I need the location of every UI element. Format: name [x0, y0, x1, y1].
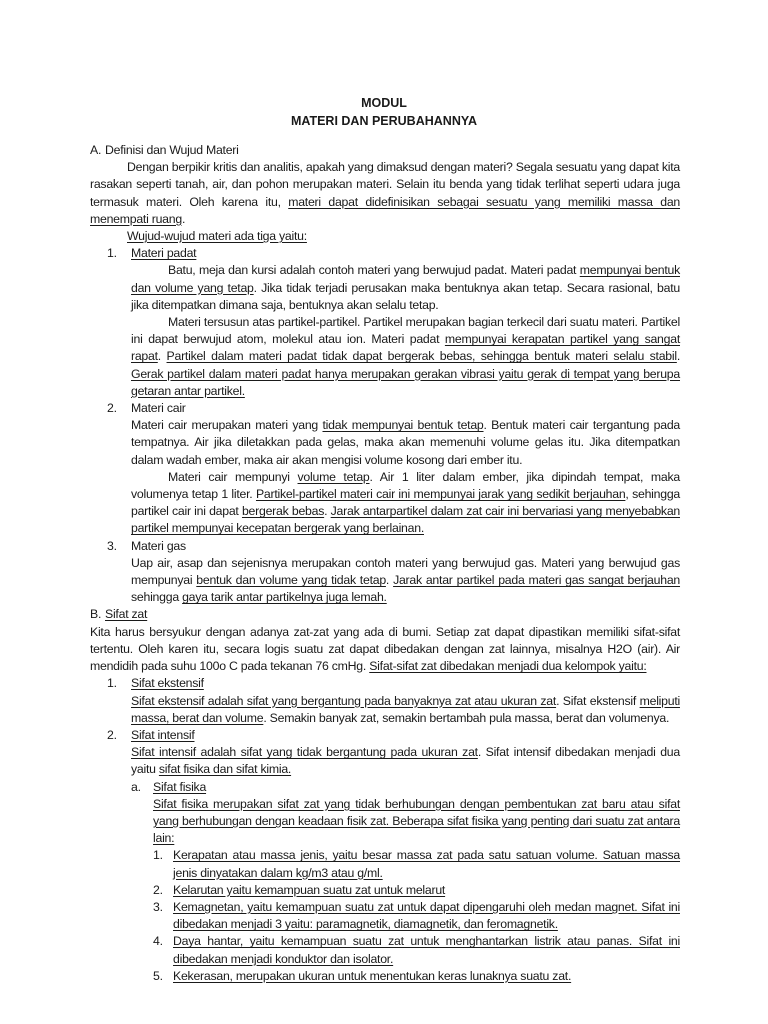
section-b-title: Sifat zat	[105, 607, 148, 622]
text: .	[385, 573, 394, 588]
section-b-heading	[90, 606, 680, 623]
text: Uap air, asap dan sejenisnya merupakan contoh materi yang berwujud gas. Materi yang berwujud gas mempunyai	[131, 555, 680, 588]
section-a-label: A.	[90, 143, 102, 157]
text: . Bentuk materi cair tergantung pada tempatnya. Air jika diletakkan pada gelas, maka akan memenuhi volume gelas itu. Jika ditempatkan dalam wadah ember, maka air akan mengisi volume kosong dari ember itu.	[131, 418, 681, 467]
list-number: 1.	[153, 848, 163, 863]
underlined-text: tidak mempunyai bentuk tetap	[322, 418, 484, 433]
list-item	[153, 847, 680, 881]
text: Batu, meja dan kursi adalah contoh materi yang berwujud padat. Materi padat	[168, 263, 580, 278]
sub-label: a.	[131, 779, 141, 794]
doc-subtitle: MATERI DAN PERUBAHANNYA	[290, 114, 478, 128]
underlined-text: Sifat ekstensif adalah sifat yang bergantung pada banyaknya zat atau ukuran zat	[131, 693, 557, 708]
text: .	[324, 504, 331, 519]
paragraph	[131, 417, 680, 469]
underlined-text: Sifat intensif adalah sifat yang tidak bergantung pada ukuran zat	[131, 745, 478, 760]
materi-gas-heading	[90, 538, 680, 555]
item-title: Sifat intensif	[131, 727, 195, 742]
materi-padat-body	[131, 262, 680, 400]
underlined-text: volume tetap	[297, 469, 370, 484]
item-number: 2.	[107, 727, 117, 742]
section-a-intro	[90, 159, 680, 228]
text: . Air 1 liter dalam ember, jika dipindah tempat, maka volumenya tetap 1 liter.	[131, 469, 680, 502]
list-text: Daya hantar, yaitu kemampuan suatu zat untuk menghantarkan listrik atau panas. Sifat ini dibedakan menjadi konduktor dan isolator.	[173, 934, 680, 966]
paragraph	[131, 314, 680, 400]
sifat-intensif-body	[131, 744, 680, 985]
underlined-text: Jarak antar partikel pada materi gas sangat berjauhan	[393, 573, 681, 588]
list-item	[153, 933, 680, 967]
text: . Sifat intensif dibedakan menjadi dua yaitu	[131, 745, 680, 777]
underlined-text: bentuk dan volume yang tidak tetap	[196, 573, 386, 588]
item-title: Materi gas	[131, 538, 186, 553]
section-b-label: B.	[90, 607, 102, 622]
list-text: Kelarutan yaitu kemampuan suatu zat untuk melarut	[173, 882, 446, 897]
list-number: 4.	[153, 934, 163, 949]
materi-cair-heading	[90, 400, 680, 417]
paragraph	[131, 262, 680, 314]
underlined-text: Gerak partikel dalam materi padat hanya merupakan gerakan vibrasi yaitu gerak di tempat yang berupa getaran antar partikel.	[131, 366, 680, 398]
item-title: Materi cair	[131, 401, 186, 416]
item-number: 3.	[107, 538, 117, 553]
underlined-text: Sifat-sifat zat dibedakan menjadi dua kelompok yaitu:	[369, 659, 647, 674]
text: , sehingga partikel cair ini dapat	[131, 487, 681, 519]
underlined-text: mempunyai kerapatan partikel yang sangat rapat	[131, 332, 680, 364]
materi-cair-body	[131, 417, 680, 537]
doc-title: MODUL	[361, 96, 407, 110]
text: . Semakin banyak zat, semakin bertambah pula massa, berat dan volumenya.	[263, 710, 670, 725]
intro-end: .	[181, 211, 186, 226]
text: Materi cair merupakan materi yang	[131, 418, 323, 433]
underlined-text: Partikel dalam materi padat tidak dapat bergerak bebas, sehingga bentuk materi selalu stabil	[166, 349, 677, 364]
underlined-text: meliputi massa, berat dan volume	[131, 693, 680, 725]
sifat-fisika-heading	[131, 779, 680, 796]
materi-definition: materi dapat didefinisikan sebagai sesuatu yang memiliki massa dan menempati ruang	[90, 194, 681, 226]
item-title: Sifat ekstensif	[131, 676, 204, 691]
underlined-text: mempunyai bentuk dan volume yang tetap	[131, 263, 680, 295]
list-item	[153, 968, 680, 985]
underlined-text: gaya tarik antar partikelnya juga lemah.	[182, 590, 387, 605]
materi-padat-heading	[90, 245, 680, 262]
text: Materi cair mempunyi	[168, 469, 298, 484]
paragraph	[131, 555, 680, 607]
sub-title: Sifat fisika	[153, 779, 207, 794]
paragraph	[131, 693, 680, 727]
document-body	[90, 142, 680, 985]
list-text: Kekerasan, merupakan ukuran untuk menentukan keras lunaknya suatu zat.	[173, 968, 572, 983]
wujud-intro	[90, 228, 680, 245]
section-b-intro	[90, 624, 680, 676]
list-item	[153, 882, 680, 899]
sifat-fisika-body	[153, 796, 680, 985]
list-number: 5.	[153, 968, 163, 983]
paragraph	[131, 744, 680, 778]
sifat-intensif-heading	[90, 727, 680, 744]
intro-text: Dengan berpikir kritis dan analitis, apakah yang dimaksud dengan materi? Segala sesuatu yang dapat kita rasakan seperti tanah, air, dan pohon merupakan materi. Selain itu benda yang tidak terlihat seperti udara juga termasuk materi. Oleh karena itu,	[90, 160, 680, 209]
item-number: 1.	[107, 676, 117, 691]
text: .	[676, 349, 681, 364]
section-a-heading	[90, 142, 680, 159]
paragraph	[131, 469, 680, 538]
list-number: 2.	[153, 882, 163, 897]
text: .	[157, 349, 167, 364]
underlined-text: Jarak antarpartikel dalam zat cair ini bervariasi yang menyebabkan	[330, 504, 680, 519]
item-number: 2.	[107, 401, 117, 416]
list-text: Kemagnetan, yaitu kemampuan suatu zat untuk dapat dipengaruhi oleh medan magnet. Sifat ini dibedakan menjadi 3 yaitu: paramagnetik, diamagnetik, dan feromagnetik.	[173, 899, 680, 932]
underlined-text: Partikel-partikel materi cair ini mempunyai jarak yang sedikit berjauhan	[255, 487, 626, 502]
text: Materi tersusun atas partikel-partikel. Partikel merupakan bagian terkecil dari suatu materi. Partikel ini dapat berwujud atom, molekul atau ion. Materi padat	[131, 315, 680, 347]
sifat-fisika-list	[153, 847, 680, 985]
text: sehingga	[131, 590, 183, 605]
wujud-text: Wujud-wujud materi ada tiga yaitu:	[127, 229, 307, 244]
underlined-text: sifat fisika dan sifat kimia.	[158, 762, 292, 777]
text: . Jika tidak terjadi perusakan maka bentuknya akan tetap. Secara rasional, batu jika ditempatkan dimana saja, bentuknya akan selalu tetap.	[131, 280, 680, 312]
list-text: Kerapatan atau massa jenis, yaitu besar massa zat pada satu satuan volume. Satuan massa jenis dinyatakan dalam kg/m3 atau g/ml.	[173, 848, 680, 880]
section-a-title: Definisi dan Wujud Materi	[105, 143, 239, 157]
item-title: Materi padat	[131, 246, 197, 261]
item-number: 1.	[107, 246, 117, 261]
underlined-text: partikel mempunyai kecepatan bergerak yang berlainan.	[131, 521, 424, 536]
materi-gas-body	[131, 555, 680, 607]
sifat-fisika-intro: Sifat fisika merupakan sifat zat yang tidak berhubungan dengan pembentukan zat baru atau sifat yang berhubungan dengan keadaan fisik zat. Beberapa sifat fisika yang penting dari suatu zat antara lain:	[153, 796, 680, 846]
text: Kita harus bersyukur dengan adanya zat-zat yang ada di bumi. Setiap zat dapat dipastikan memiliki sifat-sifat tertentu. Oleh karen itu, secara logis suatu zat dapat dibedakan dengan zat lainnya, misalnya H2O (air). Air mendidih pada suhu 100o C pada tekanan 76 cmHg.	[90, 624, 680, 674]
sifat-ekstensif-heading	[90, 675, 680, 692]
list-number: 3.	[153, 899, 163, 914]
text: . Sifat ekstensif	[556, 693, 640, 708]
list-item	[153, 899, 680, 933]
sifat-ekstensif-body	[131, 693, 680, 727]
underlined-text: bergerak bebas	[241, 504, 325, 519]
